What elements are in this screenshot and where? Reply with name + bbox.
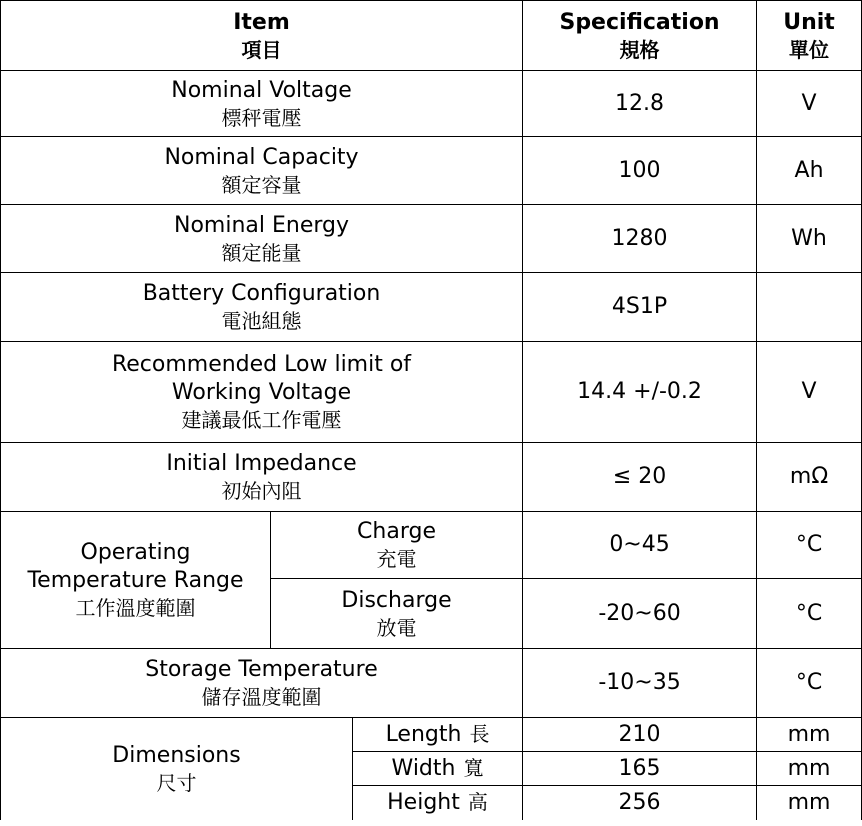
item-zh: 初始內阻 <box>221 479 302 503</box>
item-en: Storage Temperature <box>145 657 378 682</box>
charge-zh: 充電 <box>376 547 417 571</box>
dimensions-label-cell <box>1 718 353 820</box>
item-en: Nominal Energy <box>174 212 350 238</box>
height-cell <box>353 786 523 820</box>
unit-cell: °C <box>757 512 862 579</box>
unit-cell: mm <box>757 752 862 786</box>
operating-en-line2: Temperature Range <box>27 568 244 593</box>
table-row <box>1 137 862 205</box>
width-zh: 寬 <box>463 756 484 780</box>
unit-cell: °C <box>757 649 862 718</box>
item-zh: 電池組態 <box>221 309 302 333</box>
length-en: Length <box>385 722 462 747</box>
height-en: Height <box>387 790 460 816</box>
discharge-zh: 放電 <box>376 615 417 640</box>
spec-cell: 100 <box>523 137 757 205</box>
table-row <box>1 273 862 342</box>
header-unit-en: Unit <box>783 9 835 35</box>
header-item-en: Item <box>233 9 290 35</box>
header-unit-zh: 單位 <box>789 37 830 62</box>
item-en: Battery Configuration <box>142 281 381 306</box>
operating-label-cell <box>1 512 271 649</box>
spec-cell: 12.8 <box>523 71 757 137</box>
header-item-zh: 項目 <box>241 37 282 62</box>
item-en: Nominal Voltage <box>171 77 352 103</box>
dimensions-zh: 尺寸 <box>156 770 197 795</box>
spec-cell: -10~35 <box>523 649 757 718</box>
item-zh: 額定容量 <box>221 172 302 197</box>
header-unit <box>757 1 862 71</box>
item-zh: 標秤電壓 <box>221 105 302 130</box>
spec-cell: 256 <box>523 786 757 820</box>
width-en: Width <box>391 756 456 781</box>
table-row <box>1 71 862 137</box>
item-cell <box>1 443 523 512</box>
item-cell <box>1 273 523 342</box>
item-zh: 建議最低工作電壓 <box>181 408 342 432</box>
length-cell <box>353 718 523 752</box>
unit-cell: Ah <box>757 137 862 205</box>
item-cell <box>1 71 523 137</box>
unit-cell <box>757 273 862 342</box>
table-row <box>1 512 862 579</box>
item-cell <box>1 342 523 443</box>
operating-en-line1: Operating <box>80 540 191 565</box>
item-cell <box>1 137 523 205</box>
unit-cell: V <box>757 71 862 137</box>
table-row <box>1 443 862 512</box>
item-en: Initial Impedance <box>166 451 357 476</box>
item-zh: 額定能量 <box>221 240 302 265</box>
header-item <box>1 1 523 71</box>
unit-cell: mm <box>757 718 862 752</box>
unit-cell: mΩ <box>757 443 862 512</box>
item-en-line2: Working Voltage <box>171 380 352 405</box>
spec-cell: 0~45 <box>523 512 757 579</box>
item-cell <box>1 649 523 718</box>
length-zh: 長 <box>469 722 490 746</box>
spec-cell: 1280 <box>523 205 757 273</box>
table-row <box>1 342 862 443</box>
discharge-en: Discharge <box>341 587 452 613</box>
width-cell <box>353 752 523 786</box>
item-en-line1: Recommended Low limit of <box>111 352 412 377</box>
spec-cell: 14.4 +/-0.2 <box>523 342 757 443</box>
table-row <box>1 649 862 718</box>
height-zh: 高 <box>467 790 488 815</box>
charge-en: Charge <box>357 519 436 544</box>
spec-cell: 210 <box>523 718 757 752</box>
item-cell <box>1 205 523 273</box>
item-zh: 儲存溫度範圍 <box>201 685 322 709</box>
table-row <box>1 205 862 273</box>
header-spec-en: Specification <box>559 9 720 35</box>
spec-cell: ≤ 20 <box>523 443 757 512</box>
operating-zh: 工作溫度範圍 <box>75 596 196 620</box>
unit-cell: V <box>757 342 862 443</box>
unit-cell: mm <box>757 786 862 820</box>
spec-cell: 165 <box>523 752 757 786</box>
item-en: Nominal Capacity <box>164 144 359 170</box>
unit-cell: °C <box>757 579 862 649</box>
discharge-cell <box>271 579 523 649</box>
charge-cell <box>271 512 523 579</box>
unit-cell: Wh <box>757 205 862 273</box>
header-spec <box>523 1 757 71</box>
header-spec-zh: 規格 <box>619 37 660 62</box>
spec-cell: 4S1P <box>523 273 757 342</box>
spec-cell: -20~60 <box>523 579 757 649</box>
dimensions-en: Dimensions <box>112 742 241 768</box>
table-row <box>1 718 862 752</box>
header-row <box>1 1 862 71</box>
